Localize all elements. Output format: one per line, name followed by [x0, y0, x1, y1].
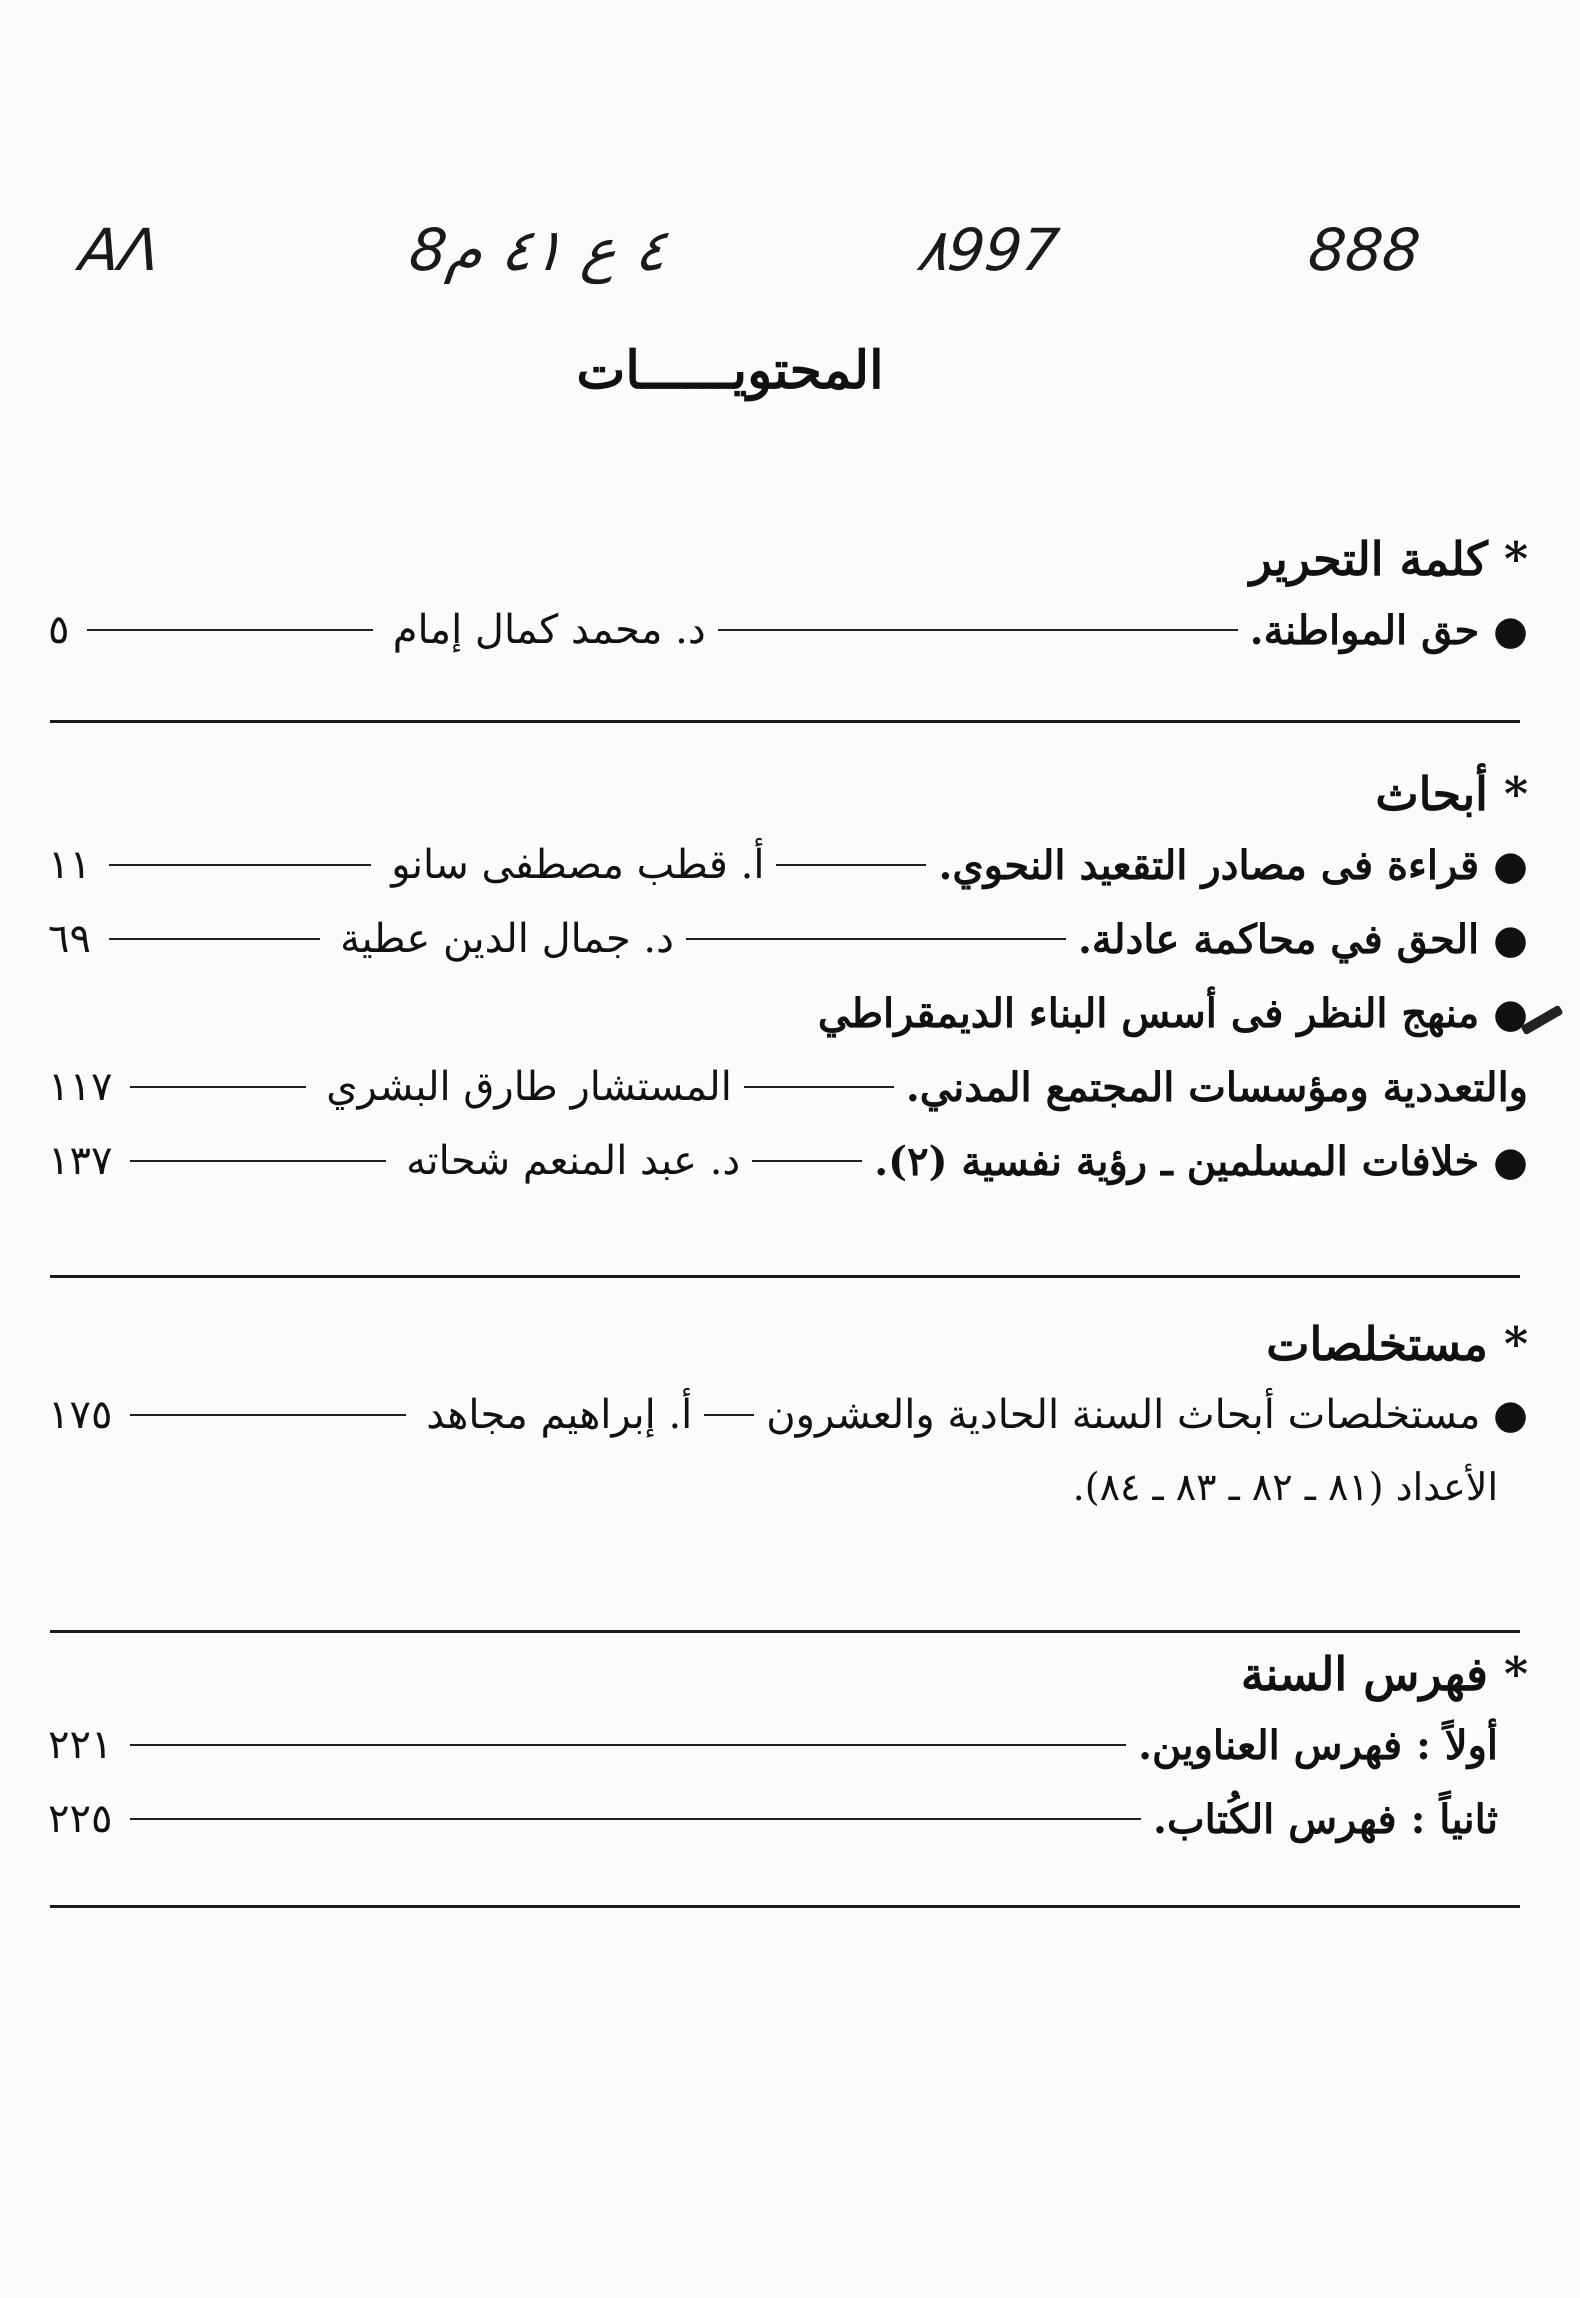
toc-entry[interactable] [48, 1124, 1528, 1198]
entry-title: ● حق المواطنة. [1249, 606, 1528, 654]
entry-page: ١٧٥ [48, 1392, 113, 1438]
leader-line [752, 1160, 862, 1162]
entry-page: ١١ [48, 842, 91, 888]
entry-title: والتعددية ومؤسسات المجتمع المدني. [905, 1063, 1528, 1111]
entry-page: ١١٧ [48, 1064, 113, 1110]
handwritten-note-3: ٨997 [913, 216, 1063, 284]
section-editorial [48, 525, 1528, 667]
entry-author: د. عبد المنعم شحاته [406, 1138, 741, 1184]
entry-title: ● قراءة فى مصادر التقعيد النحوي. [938, 841, 1528, 889]
section-heading: * أبحاث [1375, 767, 1528, 821]
section-divider [50, 1275, 1520, 1278]
section-research [48, 760, 1528, 1198]
leader-line [704, 1414, 754, 1416]
toc-entry[interactable] [48, 902, 1528, 976]
leader-line [686, 938, 1066, 940]
entry-page: ٥ [48, 607, 70, 653]
entry-title: ثانياً : فهرس الكُتاب. [1153, 1795, 1498, 1843]
leader-line [744, 1086, 894, 1088]
section-divider [50, 720, 1520, 723]
section-divider [50, 1905, 1520, 1908]
handwritten-annotation [76, 195, 1424, 305]
toc-entry[interactable] [48, 1378, 1528, 1452]
entry-author: أ. قطب مصطفى سانو [391, 842, 765, 888]
leader-line [776, 864, 926, 866]
entry-title: ● مستخلصات أبحاث السنة الحادية والعشرون [766, 1392, 1528, 1438]
entry-author: أ. إبراهيم مجاهد [426, 1392, 693, 1438]
entry-title: ● منهج النظر فى أسس البناء الديمقراطي [817, 989, 1528, 1037]
handwritten-note-1: AΛ [76, 216, 163, 284]
entry-page: ٦٩ [48, 916, 91, 962]
section-divider [50, 1630, 1520, 1633]
leader-line [109, 864, 371, 866]
leader-line [130, 1744, 1126, 1746]
page-title: المحتويــــــات [576, 340, 884, 401]
handwritten-note-4: 888 [1305, 216, 1424, 284]
leader-line [87, 629, 372, 631]
section-heading: * مستخلصات [1266, 1317, 1528, 1371]
leader-line [130, 1414, 406, 1416]
entry-page: ٢٢١ [48, 1722, 113, 1768]
entry-continuation: الأعداد (٨١ ـ ٨٢ ـ ٨٣ ـ ٨٤). [1072, 1465, 1498, 1509]
section-abstracts [48, 1310, 1528, 1522]
toc-entry[interactable] [48, 828, 1528, 902]
section-heading: * فهرس السنة [1240, 1647, 1528, 1701]
entry-page: ٢٢٥ [48, 1796, 113, 1842]
entry-author: د. جمال الدين عطية [340, 916, 674, 962]
toc-entry-continuation[interactable] [48, 1050, 1528, 1124]
entry-page: ١٣٧ [48, 1138, 113, 1184]
leader-line [109, 938, 320, 940]
entry-title: أولاً : فهرس العناوين. [1138, 1721, 1498, 1769]
leader-line [130, 1160, 386, 1162]
section-heading: * كلمة التحرير [1249, 532, 1528, 586]
toc-entry[interactable] [48, 1708, 1528, 1782]
toc-entry[interactable] [48, 593, 1528, 667]
entry-title: ● الحق في محاكمة عادلة. [1077, 915, 1528, 963]
toc-entry[interactable] [48, 976, 1528, 1050]
leader-line [130, 1818, 1141, 1820]
entry-author: المستشار طارق البشري [326, 1064, 732, 1110]
entry-author: د. محمد كمال إمام [392, 607, 706, 653]
section-annual-index [48, 1640, 1528, 1856]
handwritten-note-2: 8٤ ع ٤١ م [406, 216, 670, 284]
toc-entry[interactable] [48, 1782, 1528, 1856]
entry-title: ● خلافات المسلمين ـ رؤية نفسية (٢). [874, 1137, 1528, 1185]
leader-line [130, 1086, 306, 1088]
leader-line [718, 629, 1238, 631]
